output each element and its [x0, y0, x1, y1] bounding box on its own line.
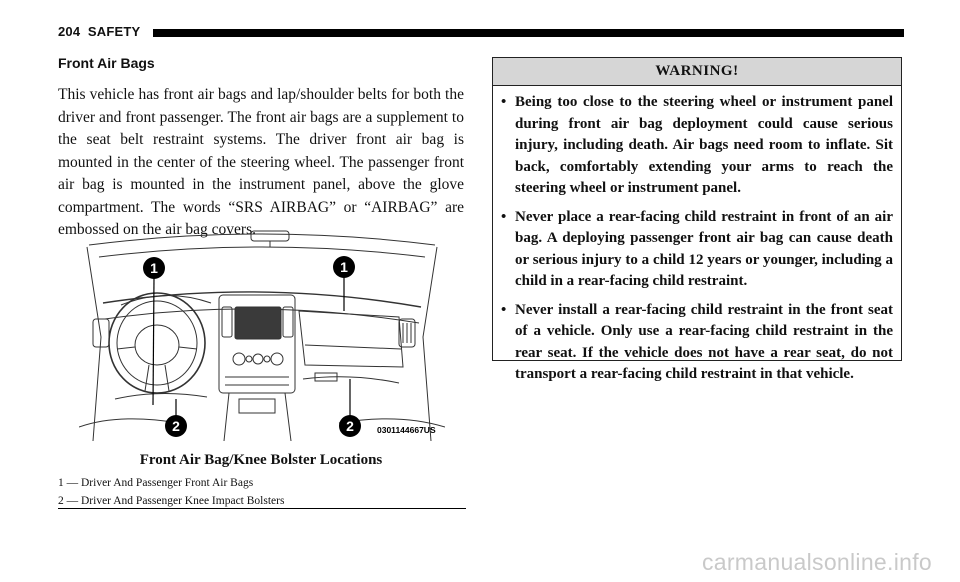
figure-caption: Front Air Bag/Knee Bolster Locations: [139, 452, 383, 468]
legend-item: 1 — Driver And Passenger Front Air Bags: [58, 477, 254, 489]
header-rule: [153, 29, 904, 37]
callout-label: 2: [172, 418, 180, 434]
warning-item-text: Never install a rear-facing child restraint in the front seat of a vehicle. Only use a rear-facing child restraint in the rear seat. If the vehicle does not have a rear seat, do not transport a rear-facing child restraint in that vehicle.: [515, 301, 893, 382]
page-header-text: [58, 24, 140, 40]
callout-label: 1: [150, 260, 158, 276]
watermark: carmanualsonline.info: [701, 549, 932, 575]
page-header: [58, 24, 904, 40]
warning-item-text: Never place a rear-facing child restraint in front of an air bag. A deploying passenger front air bag can cause death or serious injury to a child 12 years or younger, including a child in a rear-facing child restraint.: [515, 208, 893, 289]
bullet-icon: •: [501, 94, 507, 110]
warning-item-text: Being too close to the steering wheel or instrument panel during front air bag deployment could cause serious injury, including death. Air bags need room to inflate. Sit back, comfortably extending your arms to reach the steering wheel or instrument panel.: [515, 94, 893, 196]
warning-box: [492, 57, 902, 382]
warning-item: [501, 92, 893, 200]
body-paragraph: This vehicle has front air bags and lap/shoulder belts for both the driver and front passenger. The front air bags are a supplement to the seat belt restraint systems. The driver front air bag is mounted in the center of the steering wheel. The passenger front air bag is mounted in the instrument panel, above the glove compartment. The words “SRS AIRBAG” or “AIRBAG” are embossed on the air bag covers.: [58, 86, 464, 238]
warning-body: [493, 86, 901, 386]
bullet-icon: •: [501, 208, 507, 225]
warning-item: [501, 300, 893, 386]
figure-legend: [58, 474, 466, 510]
page-number: 204: [58, 24, 81, 39]
legend-item: 2 — Driver And Passenger Knee Impact Bolsters: [58, 495, 285, 507]
dashboard-illustration: [79, 227, 445, 441]
bullet-icon: •: [501, 301, 507, 318]
warning-item: [501, 207, 893, 293]
figure-image-code: 0301144667US: [377, 425, 436, 435]
section-title: Front Air Bags: [58, 55, 155, 71]
section-name: SAFETY: [87, 24, 141, 39]
legend-divider: [58, 508, 466, 509]
callout-label: 1: [340, 259, 348, 275]
warning-title: WARNING!: [493, 58, 901, 86]
callout-label: 2: [346, 418, 354, 434]
